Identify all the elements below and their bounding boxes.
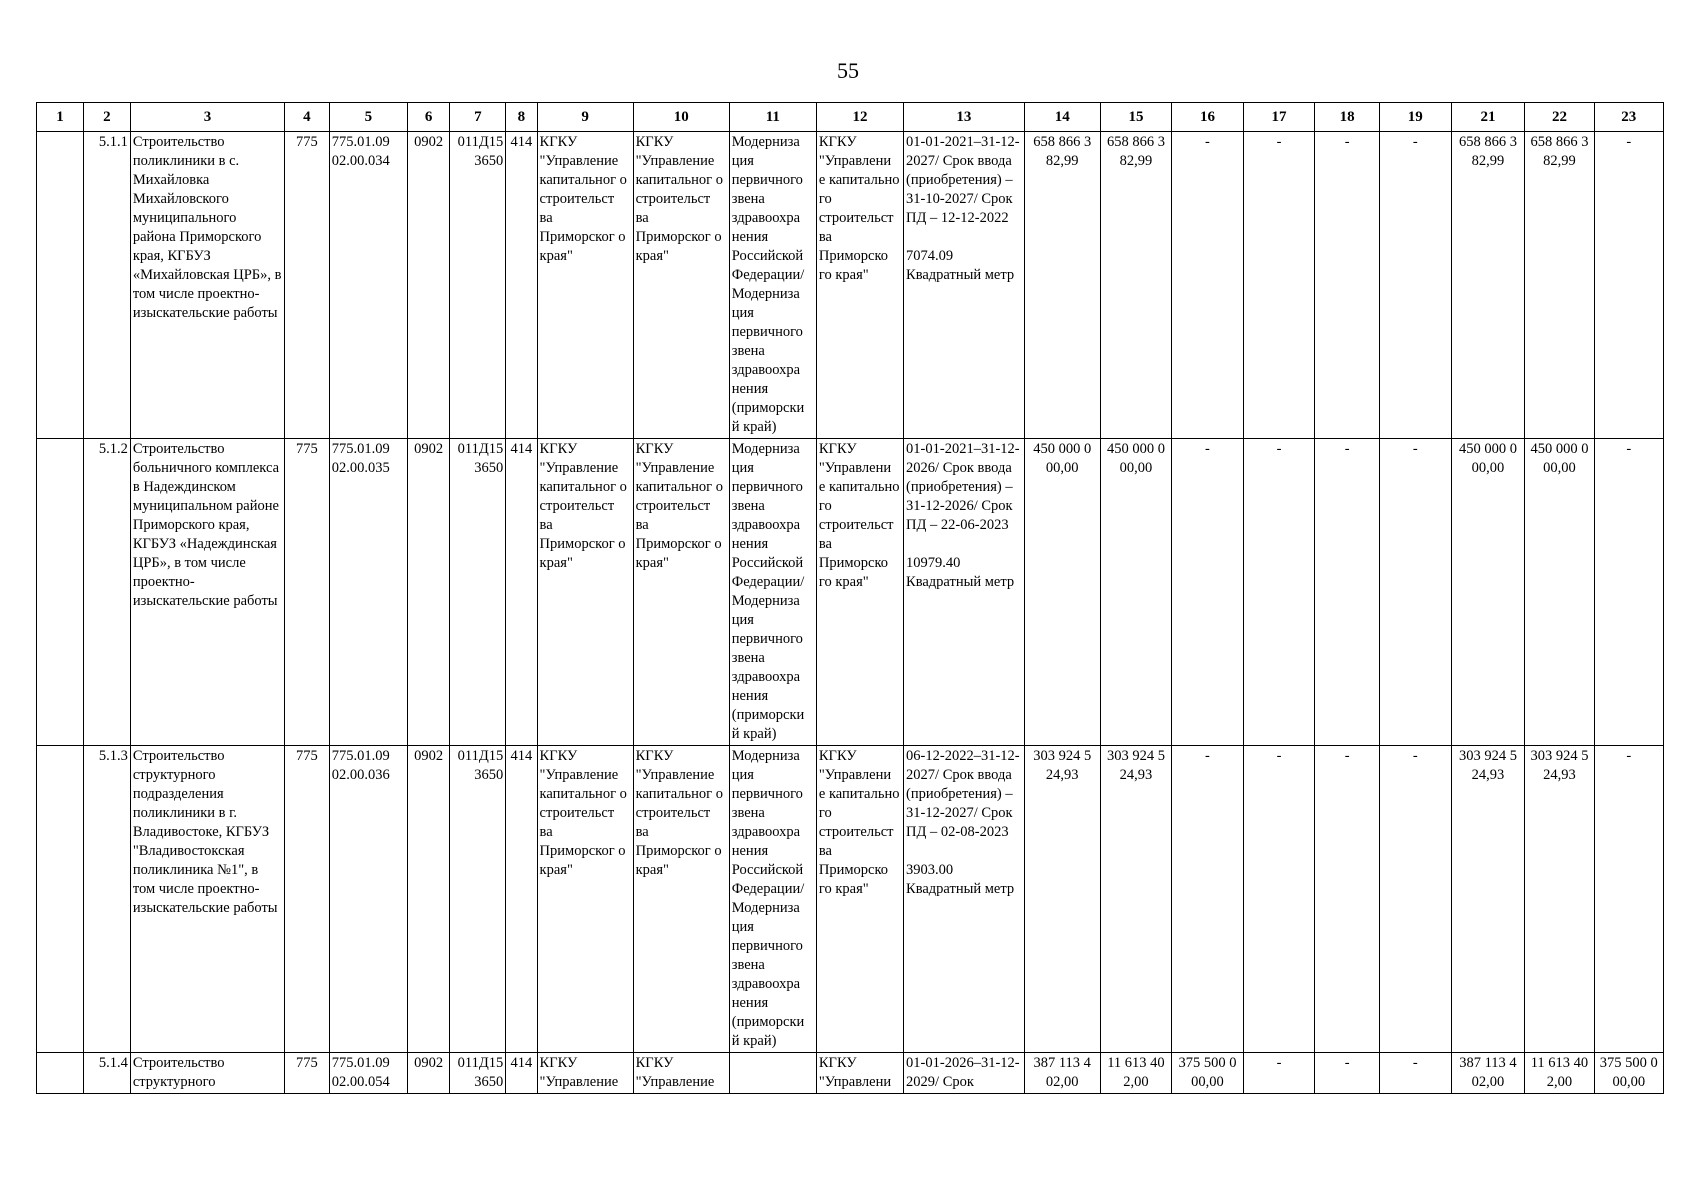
cell-col9: КГКУ "Управление	[537, 1053, 633, 1094]
cell-col9: КГКУ "Управление капитальног о строительст ва Приморског о края"	[537, 132, 633, 439]
row-number: 5.1.3	[83, 746, 130, 1053]
header-cell: 7	[450, 103, 506, 132]
table-row	[37, 439, 1664, 746]
header-cell: 15	[1100, 103, 1172, 132]
cell-col1	[37, 439, 84, 746]
cell-col13-area: 10979.40 Квадратный метр	[906, 555, 1015, 590]
cell-col14: 658 866 3 82,99	[1024, 132, 1100, 439]
cell-col13-area: 7074.09 Квадратный метр	[906, 248, 1015, 283]
page-number: 55	[837, 58, 859, 83]
object-name: Строительство структурного подразделения поликлиники в г. Владивостоке, КГБУЗ "Владивостокская поликлиника №1", в том числе проектно-изыскательские работы	[130, 746, 284, 1053]
table-row	[37, 746, 1664, 1053]
header-cell: 19	[1380, 103, 1452, 132]
cell-col1	[37, 132, 84, 439]
header-cell: 2	[83, 103, 130, 132]
cell-col8: 414	[506, 746, 537, 1053]
budget-table	[36, 102, 1664, 1094]
cell-col22: 303 924 5 24,93	[1525, 746, 1594, 1053]
cell-col4: 775	[285, 439, 330, 746]
cell-col22: 658 866 3 82,99	[1525, 132, 1594, 439]
cell-col14: 387 113 4 02,00	[1024, 1053, 1100, 1094]
cell-col14: 303 924 5 24,93	[1024, 746, 1100, 1053]
cell-col23: 375 500 0 00,00	[1594, 1053, 1663, 1094]
cell-col11: Модерниза ция первичного звена здравоохра нения Российской Федерации/ Модерниза ция первичного звена здравоохра нения (приморски й край)	[729, 746, 816, 1053]
cell-col1	[37, 746, 84, 1053]
cell-col7: 011Д15 3650	[450, 132, 506, 439]
cell-col13	[904, 1053, 1025, 1094]
cell-col23: -	[1594, 439, 1663, 746]
header-cell: 14	[1024, 103, 1100, 132]
cell-col10: КГКУ "Управление капитальног о строительст ва Приморског о края"	[633, 746, 729, 1053]
cell-col13-dates: 01-01-2026–31-12-2029/ Срок	[906, 1055, 1020, 1090]
cell-col9: КГКУ "Управление капитальног о строительст ва Приморског о края"	[537, 439, 633, 746]
cell-col19: -	[1380, 132, 1452, 439]
cell-col16: 375 500 0 00,00	[1172, 1053, 1244, 1094]
row-number: 5.1.4	[83, 1053, 130, 1094]
cell-col13	[904, 746, 1025, 1053]
cell-col10: КГКУ "Управление капитальног о строительст ва Приморског о края"	[633, 439, 729, 746]
cell-col4: 775	[285, 746, 330, 1053]
header-cell: 6	[407, 103, 449, 132]
cell-col15: 658 866 3 82,99	[1100, 132, 1172, 439]
cell-col18: -	[1315, 132, 1380, 439]
cell-col19: -	[1380, 746, 1452, 1053]
cell-col1	[37, 1053, 84, 1094]
cell-col12: КГКУ "Управлени	[816, 1053, 903, 1094]
table-row	[37, 1053, 1664, 1094]
cell-col13-area: 3903.00 Квадратный метр	[906, 862, 1015, 897]
row-number: 5.1.2	[83, 439, 130, 746]
header-cell: 22	[1525, 103, 1594, 132]
header-cell: 17	[1243, 103, 1315, 132]
cell-col16: -	[1172, 132, 1244, 439]
cell-col13	[904, 132, 1025, 439]
cell-col7: 011Д15 3650	[450, 439, 506, 746]
header-row	[37, 103, 1664, 132]
cell-col18: -	[1315, 746, 1380, 1053]
cell-col5: 775.01.09 02.00.054	[329, 1053, 407, 1094]
header-cell: 18	[1315, 103, 1380, 132]
cell-col14: 450 000 0 00,00	[1024, 439, 1100, 746]
cell-col23: -	[1594, 132, 1663, 439]
cell-col13-dates: 01-01-2021–31-12-2026/ Срок ввода (приобретения) – 31-12-2026/ Срок ПД – 22-06-2023	[906, 441, 1020, 533]
cell-col12: КГКУ "Управлени е капитально го строительст ва Приморско го края"	[816, 439, 903, 746]
header-cell: 16	[1172, 103, 1244, 132]
cell-col19: -	[1380, 1053, 1452, 1094]
cell-col6: 0902	[407, 132, 449, 439]
cell-col7: 011Д15 3650	[450, 746, 506, 1053]
cell-col17: -	[1243, 1053, 1315, 1094]
cell-col15: 450 000 0 00,00	[1100, 439, 1172, 746]
cell-col18: -	[1315, 1053, 1380, 1094]
table-row	[37, 132, 1664, 439]
row-number: 5.1.1	[83, 132, 130, 439]
cell-col12: КГКУ "Управлени е капитально го строительст ва Приморско го края"	[816, 132, 903, 439]
cell-col5: 775.01.09 02.00.036	[329, 746, 407, 1053]
cell-col21: 658 866 3 82,99	[1451, 132, 1525, 439]
cell-col6: 0902	[407, 1053, 449, 1094]
header-cell: 21	[1451, 103, 1525, 132]
header-cell: 12	[816, 103, 903, 132]
header-cell: 1	[37, 103, 84, 132]
cell-col15: 11 613 40 2,00	[1100, 1053, 1172, 1094]
header-cell: 10	[633, 103, 729, 132]
cell-col11: Модерниза ция первичного звена здравоохра нения Российской Федерации/ Модерниза ция первичного звена здравоохра нения (приморски й край)	[729, 132, 816, 439]
cell-col18: -	[1315, 439, 1380, 746]
header-cell: 9	[537, 103, 633, 132]
cell-col22: 450 000 0 00,00	[1525, 439, 1594, 746]
cell-col22: 11 613 40 2,00	[1525, 1053, 1594, 1094]
cell-col11	[729, 1053, 816, 1094]
cell-col5: 775.01.09 02.00.035	[329, 439, 407, 746]
cell-col11: Модерниза ция первичного звена здравоохра нения Российской Федерации/ Модерниза ция первичного звена здравоохра нения (приморски й край)	[729, 439, 816, 746]
cell-col21: 450 000 0 00,00	[1451, 439, 1525, 746]
cell-col5: 775.01.09 02.00.034	[329, 132, 407, 439]
cell-col9: КГКУ "Управление капитальног о строительст ва Приморског о края"	[537, 746, 633, 1053]
cell-col8: 414	[506, 132, 537, 439]
cell-col13-dates: 06-12-2022–31-12-2027/ Срок ввода (приобретения) – 31-12-2027/ Срок ПД – 02-08-2023	[906, 748, 1020, 840]
object-name: Строительство структурного	[130, 1053, 284, 1094]
cell-col8: 414	[506, 1053, 537, 1094]
header-cell: 8	[506, 103, 537, 132]
cell-col19: -	[1380, 439, 1452, 746]
cell-col16: -	[1172, 746, 1244, 1053]
cell-col8: 414	[506, 439, 537, 746]
cell-col15: 303 924 5 24,93	[1100, 746, 1172, 1053]
header-cell: 13	[904, 103, 1025, 132]
cell-col6: 0902	[407, 746, 449, 1053]
cell-col12: КГКУ "Управлени е капитально го строительст ва Приморско го края"	[816, 746, 903, 1053]
cell-col10: КГКУ "Управление	[633, 1053, 729, 1094]
cell-col7: 011Д15 3650	[450, 1053, 506, 1094]
cell-col4: 775	[285, 132, 330, 439]
cell-col13	[904, 439, 1025, 746]
header-cell: 4	[285, 103, 330, 132]
cell-col4: 775	[285, 1053, 330, 1094]
cell-col17: -	[1243, 439, 1315, 746]
object-name: Строительство больничного комплекса в Надеждинском муниципальном районе Приморского края, КГБУЗ «Надеждинская ЦРБ», в том числе проектно-изыскательские работы	[130, 439, 284, 746]
cell-col16: -	[1172, 439, 1244, 746]
cell-col6: 0902	[407, 439, 449, 746]
object-name: Строительство поликлиники в с. Михайловка Михайловского муниципального района Приморского края, КГБУЗ «Михайловская ЦРБ», в том числе проектно-изыскательские работы	[130, 132, 284, 439]
cell-col21: 387 113 4 02,00	[1451, 1053, 1525, 1094]
header-cell: 5	[329, 103, 407, 132]
header-cell: 23	[1594, 103, 1663, 132]
header-cell: 11	[729, 103, 816, 132]
header-cell: 3	[130, 103, 284, 132]
cell-col13-dates: 01-01-2021–31-12-2027/ Срок ввода (приобретения) – 31-10-2027/ Срок ПД – 12-12-2022	[906, 134, 1020, 226]
cell-col23: -	[1594, 746, 1663, 1053]
cell-col17: -	[1243, 132, 1315, 439]
cell-col17: -	[1243, 746, 1315, 1053]
cell-col10: КГКУ "Управление капитальног о строительст ва Приморског о края"	[633, 132, 729, 439]
cell-col21: 303 924 5 24,93	[1451, 746, 1525, 1053]
